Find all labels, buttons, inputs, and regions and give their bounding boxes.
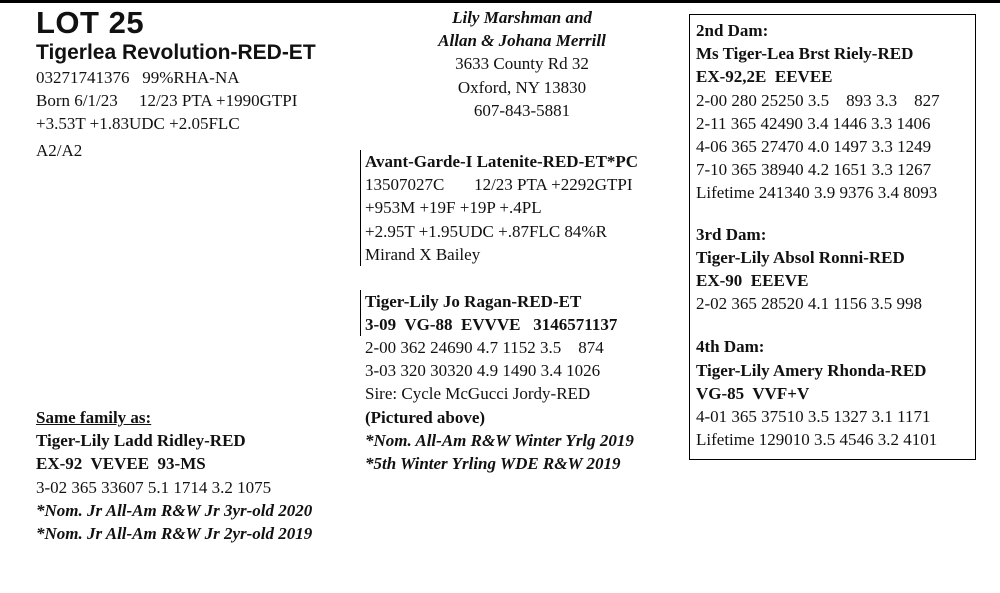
second-dam-lifetime: Lifetime 241340 3.9 9376 3.4 8093 xyxy=(696,183,938,203)
dam-name: Tiger-Lily Jo Ragan-RED-ET xyxy=(365,292,582,311)
second-dam-record-3: 4-06 365 27470 4.0 1497 3.3 1249 xyxy=(696,137,932,157)
dam-sire-line: Sire: Cycle McGucci Jordy-RED xyxy=(365,384,591,404)
sire-pedigree-line: Mirand X Bailey xyxy=(365,244,481,264)
born-line: Born 6/1/23 12/23 PTA +1990GTPI xyxy=(36,91,298,111)
sire-production-line: +953M +19F +19P +.4PL xyxy=(365,198,542,218)
family-honor-2: *Nom. Jr All-Am R&W Jr 2yr-old 2019 xyxy=(36,524,313,544)
family-heading: Same family as: xyxy=(36,408,152,427)
traits-line: +3.53T +1.83UDC +2.05FLC xyxy=(36,114,240,134)
family-honor-1: *Nom. Jr All-Am R&W Jr 3yr-old 2020 xyxy=(36,500,313,520)
animal-id-line: 03271741376 99%RHA-NA xyxy=(36,68,240,87)
top-rule xyxy=(0,0,1000,3)
animal-name: Tigerlea Revolution-RED-ET xyxy=(36,41,316,64)
fourth-dam-heading: 4th Dam: xyxy=(696,337,765,357)
lot-number: LOT 25 xyxy=(36,5,145,40)
dam-honor-2: *5th Winter Yrling WDE R&W 2019 xyxy=(365,454,621,474)
third-dam-heading: 3rd Dam: xyxy=(696,224,767,244)
dam-lineage-box xyxy=(689,14,976,460)
third-dam-name: Tiger-Lily Absol Ronni-RED xyxy=(696,247,905,267)
fourth-dam-record-1: 4-01 365 37510 3.5 1327 3.1 1171 xyxy=(696,407,931,427)
family-block xyxy=(36,406,312,545)
lot-header xyxy=(36,6,316,162)
second-dam-section xyxy=(696,19,975,205)
third-dam-classification: EX-90 EEEVE xyxy=(696,271,809,291)
consignor-block xyxy=(412,6,632,122)
sire-id-line: 13507027C 12/23 PTA +2292GTPI xyxy=(365,175,633,195)
sire-name: Avant-Garde-I Latenite-RED-ET*PC xyxy=(365,152,639,171)
fourth-dam-name: Tiger-Lily Amery Rhonda-RED xyxy=(696,360,927,380)
consignor-street: 3633 County Rd 32 xyxy=(455,54,589,74)
fourth-dam-classification: VG-85 VVF+V xyxy=(696,383,810,403)
second-dam-name: Ms Tiger-Lea Brst Riely-RED xyxy=(696,44,914,64)
third-dam-record-1: 2-02 365 28520 4.1 1156 3.5 998 xyxy=(696,294,923,314)
consignor-city: Oxford, NY 13830 xyxy=(457,77,587,97)
consignor-name-2: Allan & Johana Merrill xyxy=(438,31,606,51)
genotype-line: A2/A2 xyxy=(36,140,83,160)
dam-block xyxy=(360,290,617,336)
second-dam-heading: 2nd Dam: xyxy=(696,21,769,40)
second-dam-record-1: 2-00 280 25250 3.5 893 3.3 827 xyxy=(696,90,940,110)
fourth-dam-section xyxy=(696,335,975,451)
sire-block xyxy=(360,150,638,266)
dam-classification: 3-09 VG-88 EVVVE 3146571137 xyxy=(365,315,618,335)
dam-record-1: 2-00 362 24690 4.7 1152 3.5 874 xyxy=(365,338,604,357)
sire-traits-line: +2.95T +1.95UDC +.87FLC 84%R xyxy=(365,221,607,241)
dam-honor-1: *Nom. All-Am R&W Winter Yrlg 2019 xyxy=(365,430,634,450)
second-dam-record-4: 7-10 365 38940 4.2 1651 3.3 1267 xyxy=(696,160,932,180)
consignor-name-1: Lily Marshman and xyxy=(452,8,592,27)
dam-record-2: 3-03 320 30320 4.9 1490 3.4 1026 xyxy=(365,361,601,381)
second-dam-record-2: 2-11 365 42490 3.4 1446 3.3 1406 xyxy=(696,113,931,133)
fourth-dam-lifetime: Lifetime 129010 3.5 4546 3.2 4101 xyxy=(696,430,938,450)
family-name: Tiger-Lily Ladd Ridley-RED xyxy=(36,431,246,451)
family-classification: EX-92 VEVEE 93-MS xyxy=(36,454,206,474)
third-dam-section xyxy=(696,223,975,316)
dam-pictured-note: (Pictured above) xyxy=(365,407,486,427)
second-dam-classification: EX-92,2E EEVEE xyxy=(696,67,833,87)
consignor-phone: 607-843-5881 xyxy=(473,100,571,120)
family-record: 3-02 365 33607 5.1 1714 3.2 1075 xyxy=(36,477,272,497)
dam-details xyxy=(365,336,634,475)
